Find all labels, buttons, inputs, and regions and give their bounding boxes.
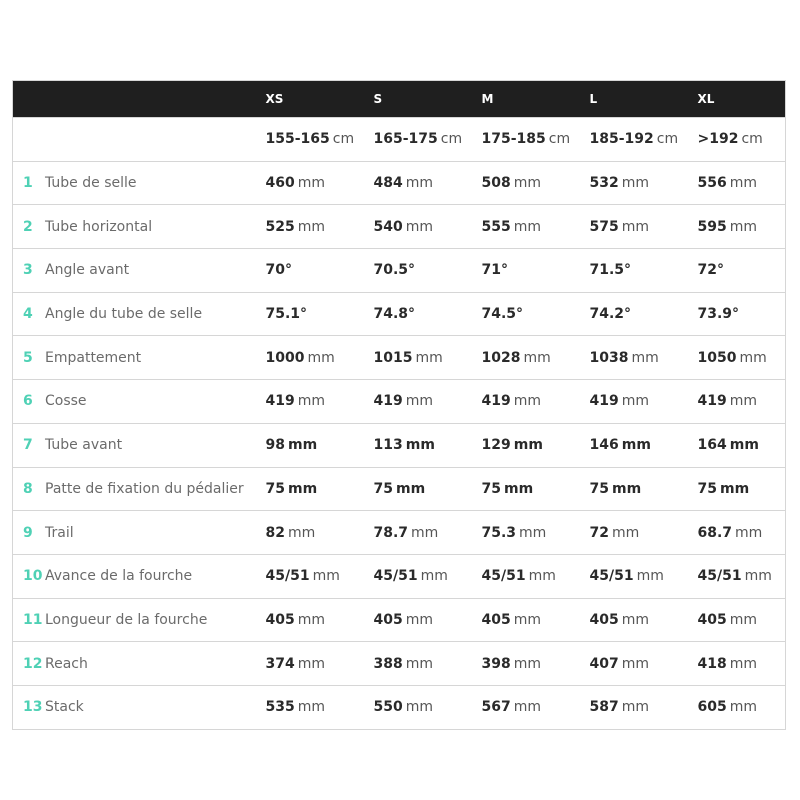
table-body [13,118,786,730]
measurement-value-cell [698,249,786,293]
measurement-unit: mm [405,218,434,235]
size-header-s: S [373,92,383,106]
measurement-unit: mm [621,393,650,410]
measurement-value-cell [698,467,786,511]
measurement-unit: mm [297,218,326,235]
measurement-value-cell [482,292,590,336]
measurement-unit: mm [621,175,650,192]
measurement-label: Reach [45,655,88,672]
measurement-value-cell [482,336,590,380]
measurement-value: 45/51 [697,568,742,585]
measurement-value: 398 [481,655,511,672]
measurement-value-cell [590,423,698,467]
measurement-label-cell [13,423,266,467]
measurement-value-cell [482,598,590,642]
size-header-m: M [481,92,494,106]
measurement-value-cell [482,423,590,467]
row-number: 8 [23,480,33,497]
measurement-value-cell [374,685,482,729]
measurement-label: Angle avant [45,262,130,279]
measurement-value-cell [374,205,482,249]
measurement-value-cell [266,336,374,380]
measurement-value: 1000 [265,349,305,366]
row-number: 13 [23,699,43,716]
row-number: 4 [23,306,33,323]
measurement-value-cell [698,685,786,729]
measurement-unit: mm [729,218,758,235]
measurement-value: 556 [697,175,727,192]
rider-height-cell [482,118,590,162]
rider-height-label-cell [13,118,266,162]
measurement-value-cell [698,642,786,686]
measurement-value-cell [266,511,374,555]
measurement-value: 1038 [589,349,629,366]
measurement-value: 75 [265,480,285,497]
measurement-unit: mm [513,175,542,192]
measurement-value: 418 [697,655,727,672]
measurement-value: 82 [265,524,285,541]
measurement-label-cell [13,336,266,380]
measurement-label-cell [13,467,266,511]
row-number: 9 [23,524,33,541]
row-number: 6 [23,393,33,410]
measurement-value-cell [698,292,786,336]
measurement-value-cell [590,598,698,642]
row-number: 2 [23,218,33,235]
measurement-value: 532 [589,175,619,192]
row-number: 7 [23,437,33,454]
geometry-row [13,205,786,249]
measurement-unit: mm [636,568,664,585]
rider-height-value: 165-175 [373,131,438,148]
measurement-value-cell [374,598,482,642]
geometry-row [13,292,786,336]
measurement-label: Angle du tube de selle [45,306,203,323]
measurement-value: 419 [265,393,295,410]
measurement-value: 74.5° [481,306,524,323]
rider-height-unit: cm [332,131,355,148]
geometry-table [12,80,786,730]
measurement-unit: mm [395,480,426,497]
measurement-value-cell [698,554,786,598]
measurement-value: 164 [697,437,727,454]
measurement-value-cell [590,292,698,336]
measurement-value: 98 [265,437,285,454]
measurement-value-cell [266,685,374,729]
measurement-label: Tube de selle [45,175,137,192]
measurement-value-cell [266,467,374,511]
measurement-value: 70° [265,262,292,279]
measurement-value: 1050 [697,349,737,366]
measurement-value-cell [590,685,698,729]
measurement-value-cell [590,249,698,293]
measurement-unit: mm [405,611,434,628]
row-number: 12 [23,655,43,672]
measurement-value: 460 [265,175,295,192]
measurement-unit: mm [513,218,542,235]
measurement-value: 550 [373,699,403,716]
measurement-value: 129 [481,437,511,454]
measurement-unit: mm [415,349,443,366]
measurement-value-cell [266,205,374,249]
rider-height-unit: cm [741,131,763,148]
measurement-label: Stack [45,699,84,716]
measurement-unit: mm [297,699,326,716]
measurement-unit: mm [631,349,659,366]
measurement-unit: mm [420,568,448,585]
measurement-value-cell [482,205,590,249]
measurement-value-cell [266,380,374,424]
measurement-label-cell [13,598,266,642]
measurement-unit: mm [739,349,767,366]
rider-height-value: 185-192 [589,131,654,148]
measurement-value-cell [698,598,786,642]
measurement-unit: mm [519,524,547,541]
rider-height-cell [266,118,374,162]
measurement-label: Cosse [45,393,87,410]
header-corner-cell [13,81,266,118]
measurement-unit: mm [405,175,434,192]
measurement-value: 535 [265,699,295,716]
measurement-unit: mm [513,699,542,716]
measurement-value-cell [374,249,482,293]
measurement-value: 45/51 [373,568,418,585]
geometry-row [13,467,786,511]
measurement-label-cell [13,511,266,555]
measurement-value-cell [266,249,374,293]
measurement-unit: mm [297,393,326,410]
rider-height-cell [374,118,482,162]
rider-height-value: >192 [697,131,739,148]
size-header-l: L [589,92,598,106]
measurement-unit: mm [621,699,650,716]
measurement-value: 68.7 [697,524,733,541]
measurement-value: 72 [589,524,609,541]
measurement-value: 555 [481,218,511,235]
row-number: 11 [23,611,43,628]
measurement-value: 75.1° [265,306,308,323]
measurement-value-cell [374,554,482,598]
measurement-label-cell [13,554,266,598]
measurement-unit: mm [503,480,534,497]
measurement-value-cell [590,336,698,380]
measurement-unit: mm [621,437,651,454]
measurement-value: 484 [373,175,403,192]
measurement-value-cell [374,380,482,424]
measurement-label-cell [13,161,266,205]
measurement-unit: mm [405,393,434,410]
measurement-label-cell [13,249,266,293]
measurement-value: 419 [373,393,403,410]
measurement-unit: mm [621,218,650,235]
measurement-value: 388 [373,655,403,672]
measurement-unit: mm [297,175,326,192]
measurement-unit: mm [312,568,340,585]
measurement-value-cell [266,598,374,642]
measurement-value: 45/51 [265,568,310,585]
measurement-value: 419 [589,393,619,410]
measurement-value: 45/51 [589,568,634,585]
measurement-unit: mm [621,655,650,672]
measurement-unit: mm [528,568,556,585]
geometry-row [13,685,786,729]
measurement-unit: mm [621,611,650,628]
measurement-value: 1028 [481,349,521,366]
rider-height-unit: cm [440,131,463,148]
row-number: 3 [23,262,33,279]
measurement-unit: mm [297,655,326,672]
measurement-value-cell [482,161,590,205]
measurement-unit: mm [297,611,326,628]
geometry-row [13,336,786,380]
measurement-unit: mm [513,437,543,454]
measurement-value-cell [482,380,590,424]
measurement-value: 575 [589,218,619,235]
measurement-value: 540 [373,218,403,235]
measurement-value-cell [698,336,786,380]
measurement-value: 1015 [373,349,413,366]
measurement-value: 595 [697,218,727,235]
measurement-value: 374 [265,655,295,672]
measurement-unit: mm [405,437,435,454]
measurement-value: 75 [589,480,609,497]
measurement-unit: mm [744,568,772,585]
measurement-unit: mm [523,349,551,366]
measurement-value: 525 [265,218,295,235]
measurement-unit: mm [719,480,750,497]
geometry-row [13,380,786,424]
measurement-unit: mm [287,480,318,497]
measurement-value: 73.9° [697,306,740,323]
measurement-value: 70.5° [373,262,416,279]
measurement-unit: mm [513,393,542,410]
measurement-value-cell [590,642,698,686]
measurement-value-cell [482,511,590,555]
size-header-xs: XS [265,92,284,106]
measurement-value: 75 [481,480,501,497]
measurement-value: 78.7 [373,524,409,541]
measurement-unit: mm [287,437,318,454]
measurement-unit: mm [611,524,640,541]
size-header-row [13,81,786,118]
measurement-label: Patte de fixation du pédalier [45,480,244,497]
geometry-row [13,249,786,293]
row-number: 5 [23,349,33,366]
measurement-label-cell [13,642,266,686]
measurement-unit: mm [729,175,758,192]
measurement-unit: mm [729,655,758,672]
measurement-value-cell [698,423,786,467]
measurement-value-cell [482,642,590,686]
measurement-value: 587 [589,699,619,716]
measurement-value-cell [266,642,374,686]
measurement-value: 75.3 [481,524,517,541]
measurement-value-cell [266,161,374,205]
rider-height-cell [698,118,786,162]
measurement-value-cell [374,292,482,336]
measurement-value: 113 [373,437,403,454]
measurement-value-cell [590,554,698,598]
measurement-value: 74.8° [373,306,416,323]
measurement-label: Empattement [45,349,142,366]
measurement-label-cell [13,205,266,249]
rider-height-value: 155-165 [265,131,330,148]
row-number: 1 [23,175,33,192]
measurement-value-cell [590,161,698,205]
measurement-value: 508 [481,175,511,192]
measurement-unit: mm [287,524,316,541]
measurement-value: 405 [589,611,619,628]
measurement-value-cell [374,336,482,380]
measurement-unit: mm [729,699,758,716]
measurement-unit: mm [405,655,434,672]
measurement-unit: mm [729,393,758,410]
rider-height-unit: cm [656,131,679,148]
measurement-unit: mm [411,524,439,541]
measurement-unit: mm [611,480,642,497]
measurement-value-cell [590,511,698,555]
geometry-row [13,511,786,555]
geometry-row [13,161,786,205]
measurement-value: 75 [373,480,393,497]
measurement-value: 405 [373,611,403,628]
measurement-value-cell [374,161,482,205]
measurement-unit: mm [513,655,542,672]
measurement-unit: mm [513,611,542,628]
measurement-value: 45/51 [481,568,526,585]
measurement-unit: mm [735,524,763,541]
measurement-value: 405 [697,611,727,628]
measurement-value-cell [698,511,786,555]
measurement-value-cell [482,249,590,293]
measurement-value: 146 [589,437,619,454]
measurement-value: 419 [697,393,727,410]
measurement-value-cell [374,642,482,686]
measurement-value-cell [482,467,590,511]
geometry-row [13,642,786,686]
geometry-row [13,554,786,598]
measurement-value: 74.2° [589,306,632,323]
measurement-value-cell [266,292,374,336]
measurement-value-cell [698,380,786,424]
measurement-label-cell [13,292,266,336]
measurement-label: Longueur de la fourche [45,611,208,628]
measurement-unit: mm [729,611,758,628]
rider-height-cell [590,118,698,162]
measurement-value: 419 [481,393,511,410]
measurement-value-cell [590,380,698,424]
measurement-value: 605 [697,699,727,716]
rider-height-unit: cm [548,131,571,148]
geometry-row [13,598,786,642]
measurement-value-cell [590,467,698,511]
measurement-value-cell [698,205,786,249]
measurement-value: 405 [265,611,295,628]
measurement-label: Tube avant [45,437,123,454]
measurement-value-cell [482,554,590,598]
measurement-value-cell [374,423,482,467]
size-header-xl: XL [697,92,715,106]
measurement-value-cell [482,685,590,729]
measurement-label-cell [13,380,266,424]
measurement-label-cell [13,685,266,729]
rider-height-row [13,118,786,162]
measurement-value: 72° [697,262,724,279]
row-number: 10 [23,568,43,585]
geometry-row [13,423,786,467]
measurement-value-cell [266,554,374,598]
rider-height-value: 175-185 [481,131,546,148]
measurement-label: Trail [45,524,74,541]
measurement-value-cell [698,161,786,205]
measurement-value: 75 [697,480,717,497]
measurement-value: 407 [589,655,619,672]
measurement-value-cell [590,205,698,249]
measurement-value: 567 [481,699,511,716]
measurement-value-cell [266,423,374,467]
measurement-value: 405 [481,611,511,628]
measurement-value-cell [374,467,482,511]
measurement-unit: mm [729,437,759,454]
measurement-unit: mm [307,349,335,366]
measurement-label: Avance de la fourche [45,568,193,585]
measurement-value: 71° [481,262,508,279]
measurement-unit: mm [405,699,434,716]
measurement-value: 71.5° [589,262,632,279]
measurement-label: Tube horizontal [45,218,153,235]
measurement-value-cell [374,511,482,555]
